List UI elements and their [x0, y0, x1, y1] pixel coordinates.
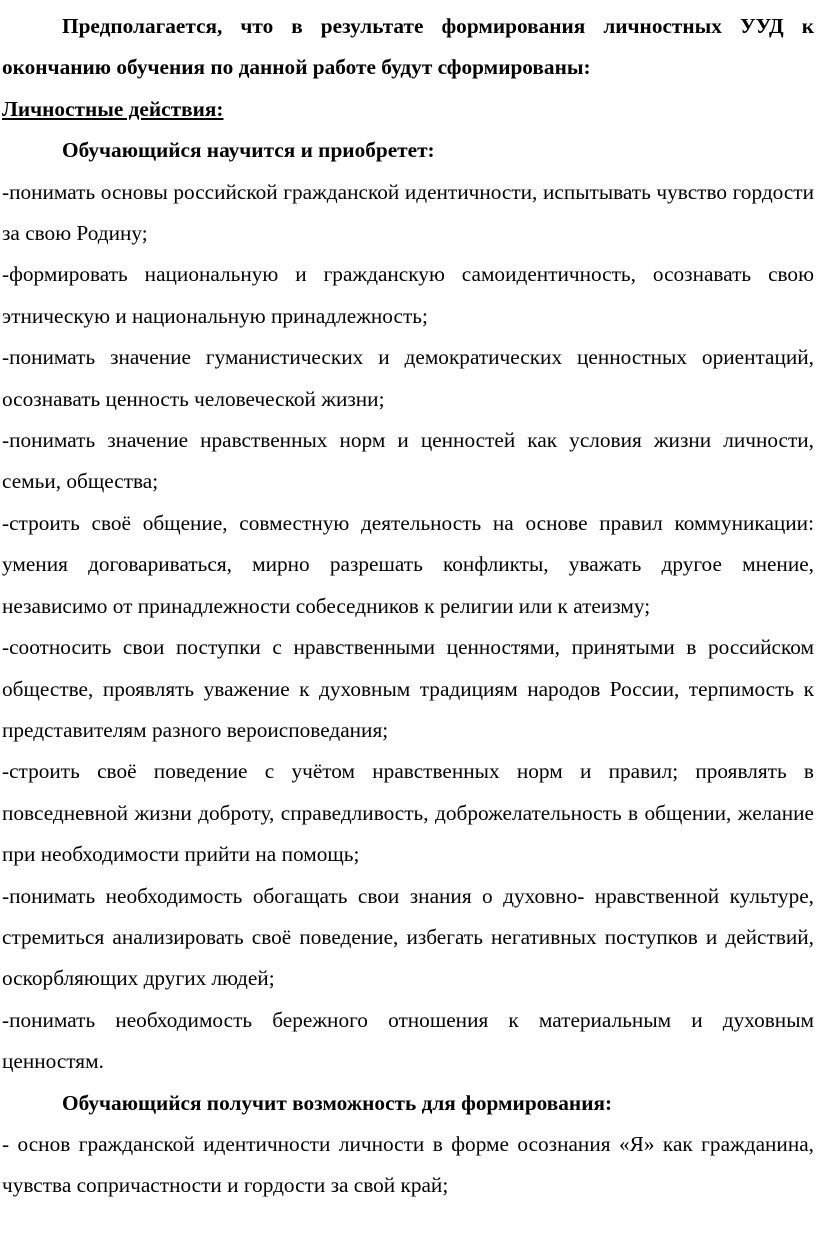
opportunity-heading: Обучающийся получит возможность для формирования: — [62, 1090, 613, 1115]
list-item: -формировать национальную и гражданскую самоидентичность, осознавать свою этническую и национальную принадлежность; — [2, 262, 814, 328]
list-item: -строить своё общение, совместную деятельность на основе правил коммуникации: умения договариваться, мирно разрешать конфликты, уважать другое мнение, независимо от принадлежности собеседников к религии или к атеизму; — [2, 510, 814, 618]
list-item: -понимать необходимость обогащать свои знания о духовно- нравственной культуре, стремиться анализировать своё поведение, избегать негативных поступков и действий, оскорбляющих других людей; — [2, 883, 814, 991]
learns-heading: Обучающийся научится и приобретет: — [62, 138, 435, 163]
list-item: -понимать основы российской гражданской идентичности, испытывать чувство гордости за свою Родину; — [2, 179, 814, 246]
section-title: Личностные действия: — [2, 96, 224, 121]
list-item: - основ гражданской идентичности личности в форме осознания «Я» как гражданина, чувства сопричастности и гордости за свой край; — [2, 1131, 814, 1198]
list-item: -понимать значение гуманистических и демократических ценностных ориентаций, осознавать ценность человеческой жизни; — [2, 345, 814, 411]
list-item: -понимать необходимость бережного отношения к материальным и духовным ценностям. — [2, 1007, 814, 1074]
list-item: -строить своё поведение с учётом нравственных норм и правил; проявлять в повседневной жизни доброту, справедливость, доброжелательность в общении, желание при необходимости прийти на помощь; — [2, 759, 814, 867]
list-item: -соотносить свои поступки с нравственными ценностями, принятыми в российском обществе, проявлять уважение к духовным традициям народов России, терпимость к представителям разного вероисповедания; — [2, 635, 814, 742]
list-item: -понимать значение нравственных норм и ценностей как условия жизни личности, семьи, общества; — [2, 428, 814, 494]
intro-paragraph: Предполагается, что в результате формирования личностных УУД к окончанию обучения по данной работе будут сформированы: — [2, 14, 814, 80]
